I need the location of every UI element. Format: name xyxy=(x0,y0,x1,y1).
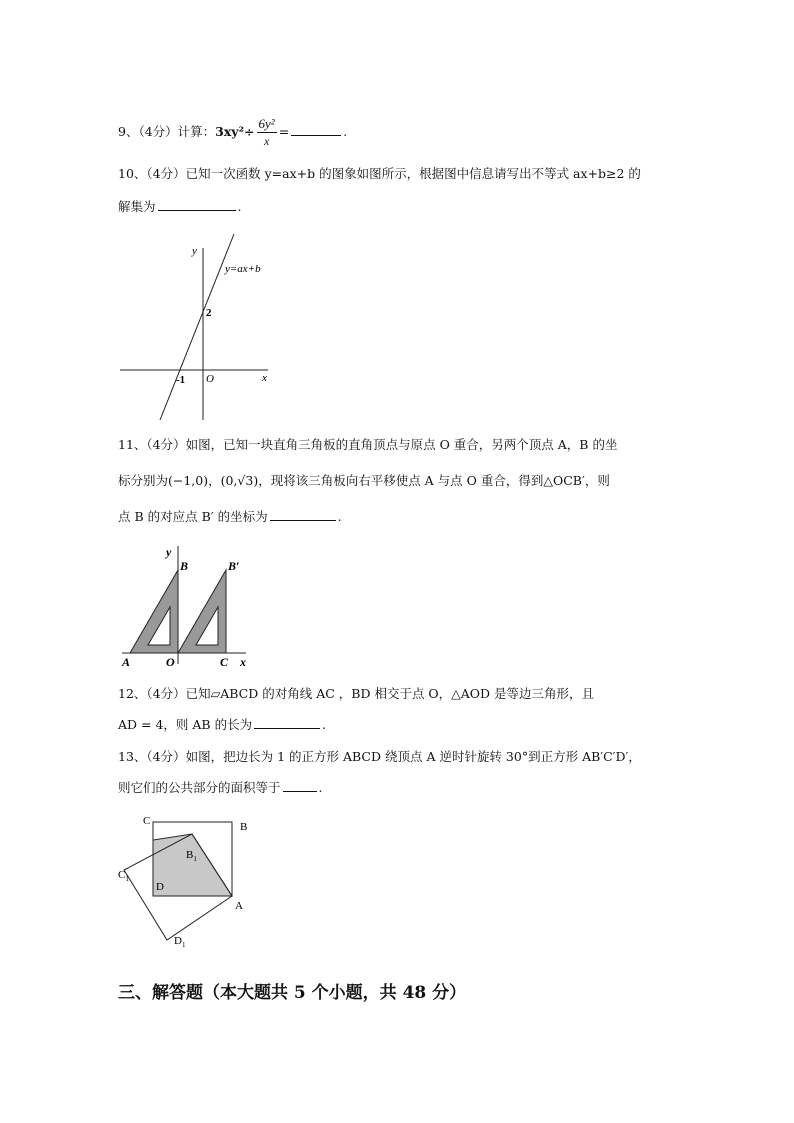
q11-triangle-figure xyxy=(118,540,258,670)
q11-triangle-ocb-prime xyxy=(178,570,226,653)
q13-end: . xyxy=(318,780,323,795)
q13-label-d: D xyxy=(156,881,164,893)
q10-linear-function-graph xyxy=(118,230,278,422)
q11-label-b: B xyxy=(180,559,189,573)
q11-label-a: A xyxy=(122,655,131,669)
section-3-heading: 三、解答题（本大题共 5 个小题，共 48 分） xyxy=(118,983,467,1003)
q11-label-y: y xyxy=(166,545,172,559)
q9-fraction-numerator: 6y² xyxy=(258,116,275,131)
q10-line-label: y=ax+b xyxy=(225,263,261,275)
q13-label-b1-sub: 1 xyxy=(193,855,197,863)
q13-label-c1 xyxy=(118,869,129,883)
q11-answer-blank[interactable] xyxy=(270,508,336,521)
q12-end: . xyxy=(322,717,327,732)
q13-answer-prefix: 则它们的公共部分的面积等于 xyxy=(118,780,281,795)
q10-answer-prefix: 解集为 xyxy=(118,199,156,214)
q13-overlap-region xyxy=(153,834,232,896)
q10-answer-blank[interactable] xyxy=(158,198,236,211)
q10-function-line xyxy=(160,234,234,420)
q13-label-b1-letter: B xyxy=(186,849,194,861)
q13-label-a: A xyxy=(235,900,243,912)
q10-end: . xyxy=(237,199,242,214)
q9-end: . xyxy=(343,124,348,139)
q11-line-3 xyxy=(118,508,342,526)
q13-label-c: C xyxy=(143,815,151,827)
q11-triangle-aob xyxy=(130,570,178,653)
q9-fraction xyxy=(257,116,277,149)
q9-prefix: 9、（4分）计算： xyxy=(118,124,216,139)
q10-y-axis-label: y xyxy=(192,245,197,257)
q13-label-c1-letter: C xyxy=(118,869,126,881)
q11-label-x: x xyxy=(240,655,246,669)
q11-label-b-prime: B′ xyxy=(228,559,240,573)
q11-end: . xyxy=(337,509,342,524)
q12-answer-prefix: AD = 4，则 AB 的长为 xyxy=(118,717,253,732)
q13-line-1: 13、（4分）如图，把边长为 1 的正方形 ABCD 绕顶点 A 逆时针旋转 30°到正方形 AB′C′D′， xyxy=(118,749,641,764)
q13-answer-blank[interactable] xyxy=(283,779,317,792)
q11-answer-prefix: 点 B 的对应点 B′ 的坐标为 xyxy=(118,509,268,524)
q12-line-1: 12、（4分）已知▱ABCD 的对角线 AC ，BD 相交于点 O，△AOD 是等边三角形，且 xyxy=(118,686,595,701)
q10-origin-label: O xyxy=(206,373,214,385)
q13-square-rotation-figure xyxy=(116,812,256,948)
q13-label-d1 xyxy=(174,935,186,948)
q11-line-2: 标分别为(−1,0)，(0,√3)，现将该三角板向右平移使点 A 与点 O 重合，得到△OCB′，则 xyxy=(118,473,610,488)
q10-x-intercept-label: -1 xyxy=(176,374,186,386)
q12-answer-blank[interactable] xyxy=(254,716,320,729)
q10-line-1: 10、（4分）已知一次函数 y=ax+b 的图象如图所示，根据图中信息请写出不等式 ax+b≥2 的 xyxy=(118,166,641,181)
q13-label-d1-sub: 1 xyxy=(181,941,186,948)
q10-x-axis-label: x xyxy=(262,372,267,384)
q9-fraction-denominator: x xyxy=(263,134,270,148)
q9-expression: 3xy²÷ xyxy=(215,124,255,139)
q13-label-c1-sub: 1 xyxy=(125,875,129,883)
q9-equals: = xyxy=(278,124,290,139)
q13-label-b: B xyxy=(240,821,248,833)
q12-line-2 xyxy=(118,716,326,734)
q10-y-intercept-label: 2 xyxy=(206,307,212,319)
q11-line-1: 11、（4分）如图，已知一块直角三角板的直角顶点与原点 O 重合，另两个顶点 A，B 的坐 xyxy=(118,437,618,452)
q13-line-2 xyxy=(118,779,323,797)
question-9 xyxy=(118,116,347,149)
q11-label-c: C xyxy=(220,655,229,669)
q9-answer-blank[interactable] xyxy=(291,123,341,136)
q11-label-o: O xyxy=(166,655,175,669)
q10-line-2 xyxy=(118,198,242,216)
q13-label-d1-letter: D xyxy=(174,935,182,947)
